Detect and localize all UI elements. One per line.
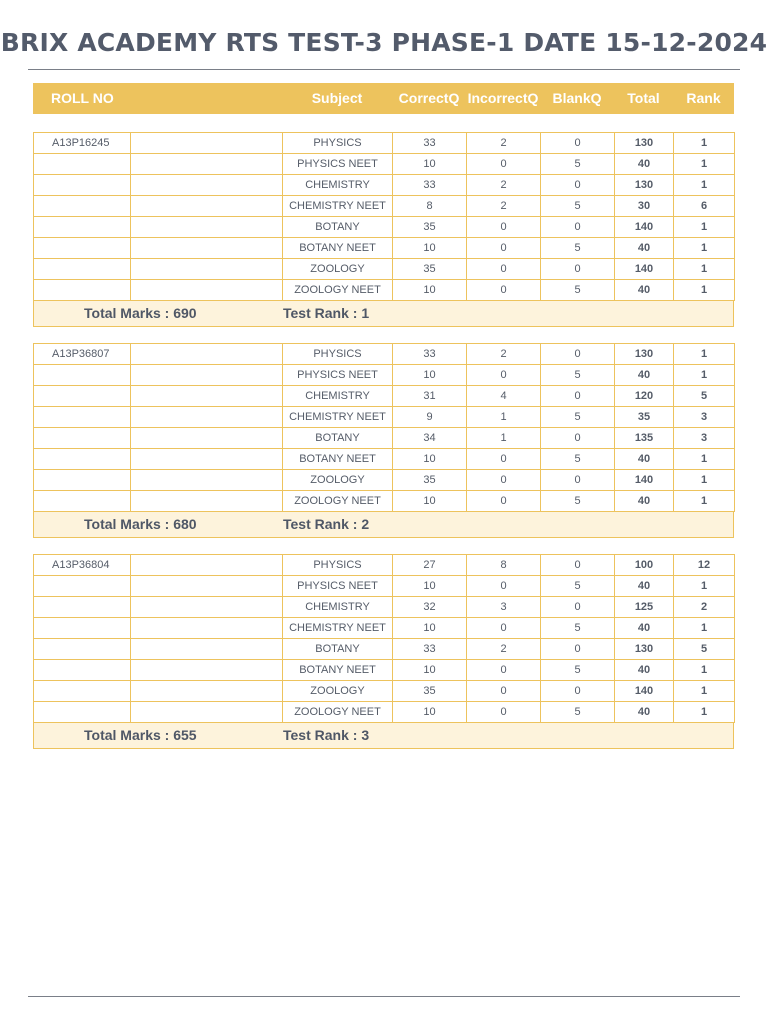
blank-cell	[131, 702, 283, 723]
blank-count-cell: 5	[541, 660, 615, 681]
incorrect-cell: 0	[467, 618, 541, 639]
header-correctq: CorrectQ	[398, 90, 460, 106]
test-rank: Test Rank : 2	[283, 516, 370, 532]
table-row	[34, 618, 735, 639]
blank-count-cell: 5	[541, 491, 615, 512]
table-row	[34, 491, 735, 512]
incorrect-cell: 2	[467, 196, 541, 217]
blank-count-cell: 5	[541, 618, 615, 639]
student-block	[33, 343, 734, 538]
subject-cell: PHYSICS NEET	[283, 154, 393, 175]
roll-no-cell	[34, 702, 131, 723]
total-cell: 40	[615, 660, 674, 681]
total-cell: 135	[615, 428, 674, 449]
blank-cell	[131, 428, 283, 449]
blank-count-cell: 5	[541, 407, 615, 428]
rank-cell: 5	[674, 639, 735, 660]
total-cell: 40	[615, 576, 674, 597]
blank-count-cell: 0	[541, 555, 615, 576]
roll-no-cell	[34, 154, 131, 175]
subject-cell: BOTANY NEET	[283, 449, 393, 470]
rank-cell: 1	[674, 259, 735, 280]
rank-cell: 1	[674, 154, 735, 175]
subject-cell: PHYSICS NEET	[283, 365, 393, 386]
roll-no-cell	[34, 660, 131, 681]
subject-cell: PHYSICS NEET	[283, 576, 393, 597]
subject-cell: PHYSICS	[283, 344, 393, 365]
incorrect-cell: 0	[467, 238, 541, 259]
table-row	[34, 576, 735, 597]
table-row	[34, 449, 735, 470]
roll-no-cell	[34, 470, 131, 491]
subject-cell: ZOOLOGY	[283, 470, 393, 491]
correct-cell: 35	[393, 470, 467, 491]
subject-cell: BOTANY	[283, 217, 393, 238]
incorrect-cell: 1	[467, 407, 541, 428]
rank-cell: 1	[674, 576, 735, 597]
table-row	[34, 386, 735, 407]
correct-cell: 10	[393, 449, 467, 470]
blank-cell	[131, 154, 283, 175]
roll-no-cell	[34, 639, 131, 660]
roll-no-cell	[34, 217, 131, 238]
table-row	[34, 639, 735, 660]
correct-cell: 9	[393, 407, 467, 428]
blank-count-cell: 0	[541, 175, 615, 196]
table-row	[34, 407, 735, 428]
table-row	[34, 365, 735, 386]
total-cell: 40	[615, 702, 674, 723]
table-row	[34, 259, 735, 280]
rank-cell: 1	[674, 280, 735, 301]
rank-cell: 12	[674, 555, 735, 576]
table-row	[34, 217, 735, 238]
rank-cell: 1	[674, 491, 735, 512]
total-cell: 40	[615, 449, 674, 470]
correct-cell: 10	[393, 660, 467, 681]
table-row	[34, 470, 735, 491]
blank-count-cell: 5	[541, 365, 615, 386]
total-cell: 130	[615, 133, 674, 154]
subject-cell: PHYSICS	[283, 133, 393, 154]
incorrect-cell: 0	[467, 154, 541, 175]
header-subject: Subject	[311, 90, 363, 106]
table-row	[34, 660, 735, 681]
blank-cell	[131, 196, 283, 217]
table-row	[34, 196, 735, 217]
blank-cell	[131, 639, 283, 660]
roll-no-cell	[34, 407, 131, 428]
blank-cell	[131, 660, 283, 681]
total-cell: 100	[615, 555, 674, 576]
roll-no-cell	[34, 365, 131, 386]
roll-no-cell	[34, 597, 131, 618]
correct-cell: 10	[393, 238, 467, 259]
student-block	[33, 554, 734, 749]
total-cell: 30	[615, 196, 674, 217]
blank-count-cell: 0	[541, 470, 615, 491]
rank-cell: 1	[674, 660, 735, 681]
subject-cell: BOTANY NEET	[283, 660, 393, 681]
subject-cell: CHEMISTRY NEET	[283, 407, 393, 428]
total-cell: 40	[615, 154, 674, 175]
incorrect-cell: 3	[467, 597, 541, 618]
blank-cell	[131, 555, 283, 576]
blank-count-cell: 0	[541, 217, 615, 238]
rank-cell: 6	[674, 196, 735, 217]
roll-no-cell	[34, 576, 131, 597]
roll-no-cell: A13P16245	[34, 133, 131, 154]
correct-cell: 10	[393, 154, 467, 175]
blank-cell	[131, 175, 283, 196]
roll-no-cell	[34, 681, 131, 702]
incorrect-cell: 0	[467, 702, 541, 723]
rank-cell: 3	[674, 407, 735, 428]
student-scores-table	[33, 554, 735, 723]
incorrect-cell: 0	[467, 280, 541, 301]
header-roll-no: ROLL NO	[51, 90, 114, 106]
roll-no-cell	[34, 491, 131, 512]
roll-no-cell	[34, 618, 131, 639]
roll-no-cell	[34, 280, 131, 301]
rank-cell: 1	[674, 470, 735, 491]
blank-cell	[131, 386, 283, 407]
blank-count-cell: 5	[541, 576, 615, 597]
correct-cell: 33	[393, 175, 467, 196]
roll-no-cell	[34, 238, 131, 259]
total-cell: 140	[615, 217, 674, 238]
blank-cell	[131, 681, 283, 702]
correct-cell: 33	[393, 639, 467, 660]
blank-count-cell: 0	[541, 344, 615, 365]
incorrect-cell: 0	[467, 365, 541, 386]
student-block	[33, 132, 734, 327]
roll-no-cell	[34, 449, 131, 470]
correct-cell: 10	[393, 491, 467, 512]
table-row	[34, 597, 735, 618]
rank-cell: 1	[674, 133, 735, 154]
rank-cell: 1	[674, 618, 735, 639]
rank-cell: 1	[674, 681, 735, 702]
student-summary	[33, 723, 734, 749]
student-scores-table	[33, 343, 735, 512]
roll-no-cell	[34, 386, 131, 407]
correct-cell: 10	[393, 618, 467, 639]
blank-count-cell: 0	[541, 639, 615, 660]
blank-count-cell: 5	[541, 238, 615, 259]
incorrect-cell: 2	[467, 175, 541, 196]
correct-cell: 33	[393, 133, 467, 154]
student-scores-table	[33, 132, 735, 301]
subject-cell: ZOOLOGY NEET	[283, 491, 393, 512]
total-cell: 120	[615, 386, 674, 407]
total-cell: 40	[615, 618, 674, 639]
table-row	[34, 702, 735, 723]
correct-cell: 34	[393, 428, 467, 449]
correct-cell: 35	[393, 259, 467, 280]
subject-cell: ZOOLOGY	[283, 681, 393, 702]
blank-count-cell: 0	[541, 386, 615, 407]
incorrect-cell: 8	[467, 555, 541, 576]
rank-cell: 1	[674, 175, 735, 196]
table-row	[34, 280, 735, 301]
test-rank: Test Rank : 1	[283, 305, 370, 321]
rank-cell: 2	[674, 597, 735, 618]
rank-cell: 3	[674, 428, 735, 449]
incorrect-cell: 0	[467, 449, 541, 470]
total-cell: 40	[615, 365, 674, 386]
page-title: BRIX ACADEMY RTS TEST-3 PHASE-1 DATE 15-12-2024	[0, 28, 768, 57]
roll-no-cell: A13P36807	[34, 344, 131, 365]
roll-no-cell	[34, 259, 131, 280]
blank-count-cell: 0	[541, 597, 615, 618]
footer-divider	[28, 996, 740, 997]
rank-cell: 1	[674, 702, 735, 723]
correct-cell: 27	[393, 555, 467, 576]
blank-cell	[131, 280, 283, 301]
blank-count-cell: 5	[541, 280, 615, 301]
rank-cell: 5	[674, 386, 735, 407]
correct-cell: 10	[393, 702, 467, 723]
rank-cell: 1	[674, 238, 735, 259]
blank-count-cell: 5	[541, 702, 615, 723]
total-cell: 40	[615, 280, 674, 301]
table-row	[34, 154, 735, 175]
blank-count-cell: 0	[541, 681, 615, 702]
incorrect-cell: 0	[467, 576, 541, 597]
subject-cell: CHEMISTRY	[283, 386, 393, 407]
table-row	[34, 428, 735, 449]
blank-cell	[131, 576, 283, 597]
blank-count-cell: 5	[541, 154, 615, 175]
total-cell: 40	[615, 491, 674, 512]
correct-cell: 35	[393, 217, 467, 238]
title-divider	[28, 69, 740, 70]
blank-count-cell: 5	[541, 449, 615, 470]
correct-cell: 32	[393, 597, 467, 618]
correct-cell: 8	[393, 196, 467, 217]
roll-no-cell: A13P36804	[34, 555, 131, 576]
blank-cell	[131, 618, 283, 639]
incorrect-cell: 0	[467, 259, 541, 280]
total-cell: 140	[615, 259, 674, 280]
subject-cell: ZOOLOGY NEET	[283, 702, 393, 723]
incorrect-cell: 0	[467, 491, 541, 512]
subject-cell: CHEMISTRY	[283, 175, 393, 196]
table-row	[34, 238, 735, 259]
blank-cell	[131, 449, 283, 470]
subject-cell: CHEMISTRY	[283, 597, 393, 618]
roll-no-cell	[34, 196, 131, 217]
blank-cell	[131, 407, 283, 428]
total-cell: 130	[615, 639, 674, 660]
incorrect-cell: 0	[467, 660, 541, 681]
incorrect-cell: 0	[467, 470, 541, 491]
student-summary	[33, 301, 734, 327]
table-row	[34, 133, 735, 154]
subject-cell: BOTANY NEET	[283, 238, 393, 259]
correct-cell: 35	[393, 681, 467, 702]
incorrect-cell: 2	[467, 133, 541, 154]
correct-cell: 10	[393, 576, 467, 597]
rank-cell: 1	[674, 365, 735, 386]
subject-cell: CHEMISTRY NEET	[283, 196, 393, 217]
total-cell: 125	[615, 597, 674, 618]
subject-cell: ZOOLOGY NEET	[283, 280, 393, 301]
correct-cell: 31	[393, 386, 467, 407]
table-row	[34, 175, 735, 196]
incorrect-cell: 2	[467, 639, 541, 660]
header-blankq: BlankQ	[552, 90, 602, 106]
incorrect-cell: 1	[467, 428, 541, 449]
blank-cell	[131, 133, 283, 154]
test-rank: Test Rank : 3	[283, 727, 370, 743]
total-marks: Total Marks : 690	[84, 305, 197, 321]
blank-cell	[131, 597, 283, 618]
total-cell: 140	[615, 470, 674, 491]
total-cell: 130	[615, 344, 674, 365]
blank-count-cell: 5	[541, 196, 615, 217]
correct-cell: 33	[393, 344, 467, 365]
subject-cell: BOTANY	[283, 639, 393, 660]
blank-cell	[131, 365, 283, 386]
blank-count-cell: 0	[541, 259, 615, 280]
total-cell: 40	[615, 238, 674, 259]
total-marks: Total Marks : 655	[84, 727, 197, 743]
rank-cell: 1	[674, 344, 735, 365]
header-rank: Rank	[686, 90, 721, 106]
student-summary	[33, 512, 734, 538]
incorrect-cell: 2	[467, 344, 541, 365]
incorrect-cell: 0	[467, 217, 541, 238]
incorrect-cell: 0	[467, 681, 541, 702]
subject-cell: BOTANY	[283, 428, 393, 449]
blank-count-cell: 0	[541, 428, 615, 449]
correct-cell: 10	[393, 365, 467, 386]
rank-cell: 1	[674, 449, 735, 470]
rank-cell: 1	[674, 217, 735, 238]
subject-cell: ZOOLOGY	[283, 259, 393, 280]
table-row	[34, 555, 735, 576]
subject-cell: PHYSICS	[283, 555, 393, 576]
blank-cell	[131, 491, 283, 512]
table-row	[34, 681, 735, 702]
incorrect-cell: 4	[467, 386, 541, 407]
header-total: Total	[627, 90, 660, 106]
blank-cell	[131, 259, 283, 280]
roll-no-cell	[34, 175, 131, 196]
total-cell: 35	[615, 407, 674, 428]
table-row	[34, 344, 735, 365]
table-header	[33, 83, 734, 114]
header-incorrectq: IncorrectQ	[467, 90, 539, 106]
blank-cell	[131, 344, 283, 365]
blank-count-cell: 0	[541, 133, 615, 154]
roll-no-cell	[34, 428, 131, 449]
total-cell: 130	[615, 175, 674, 196]
blank-cell	[131, 470, 283, 491]
blank-cell	[131, 238, 283, 259]
subject-cell: CHEMISTRY NEET	[283, 618, 393, 639]
total-cell: 140	[615, 681, 674, 702]
total-marks: Total Marks : 680	[84, 516, 197, 532]
blank-cell	[131, 217, 283, 238]
correct-cell: 10	[393, 280, 467, 301]
